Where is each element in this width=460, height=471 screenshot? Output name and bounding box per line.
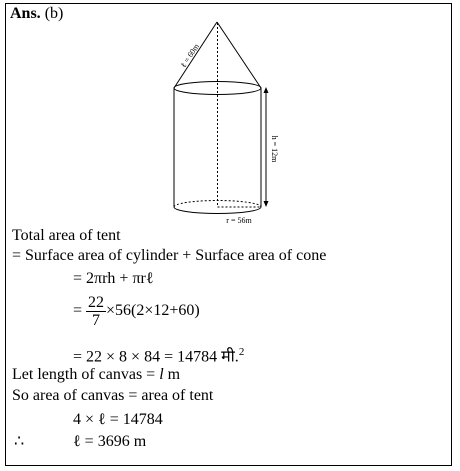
line-4-equals: = (73, 302, 83, 320)
solution-line-9: ℓ = 3696 m (73, 433, 147, 450)
therefore-symbol: ∴ (14, 433, 25, 450)
height-arrow-head-bottom (264, 201, 269, 207)
solution-line-4 (73, 294, 200, 329)
solution-line-1: Total area of tent (12, 227, 121, 244)
solution-line-2: = Surface area of cylinder + Surface area of cone (12, 247, 327, 264)
fraction-numerator: 22 (88, 294, 105, 311)
answer-option: (b) (44, 5, 64, 22)
line-6-variable: l (159, 366, 164, 383)
radius-label: r = 56m (226, 216, 252, 225)
solution-line-8: 4 × ℓ = 14784 (73, 411, 163, 428)
solution-line-5 (73, 343, 244, 366)
fraction-denominator: 7 (92, 312, 101, 329)
height-label: h = 12m (270, 135, 279, 163)
line-6-text-b: m (163, 366, 181, 383)
cone-right-edge (217, 22, 261, 88)
solution-line-6 (12, 366, 180, 384)
line-4-expression: ×56(2×12+60) (106, 302, 200, 320)
line-6-text-a: Let length of canvas = (12, 366, 160, 383)
fraction-22-over-7 (86, 294, 106, 329)
tent-figure (160, 20, 279, 235)
answer-heading (10, 5, 63, 23)
answer-label: Ans. (10, 5, 41, 22)
line-5-superscript: 2 (238, 346, 245, 358)
cylinder-bottom-front (174, 207, 261, 214)
solution-line-3: = 2πrh + πrℓ (73, 270, 154, 287)
solution-line-7: So area of canvas = area of tent (12, 387, 214, 404)
height-arrow-head-top (264, 87, 269, 93)
line-5-text: = 22 × 8 × 84 = 14784 मी. (73, 348, 239, 366)
slant-height-label: ℓ = 60m (178, 42, 201, 70)
